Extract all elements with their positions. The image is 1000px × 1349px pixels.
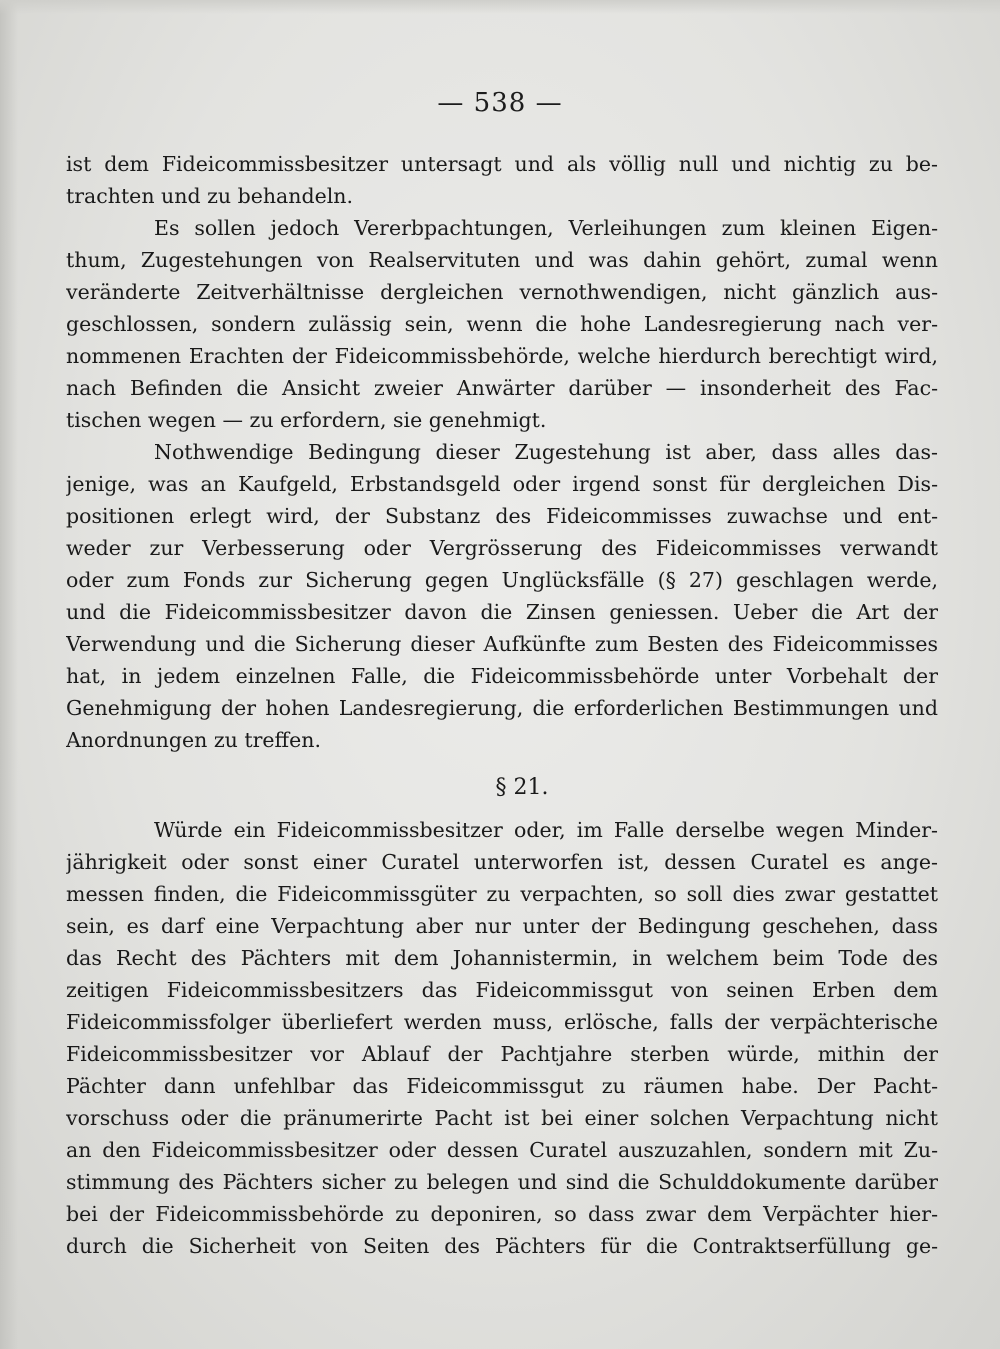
- page-shadow-left: [0, 0, 18, 1349]
- text-line: jährigkeit oder sonst einer Curatel unterworfen ist, dessen Curatel es ange-: [66, 850, 938, 874]
- text-line: Es sollen jedoch Vererbpachtungen, Verleihungen zum kleinen Eigen-: [154, 216, 938, 240]
- text-line: oder zum Fonds zur Sicherung gegen Unglücksfälle (§ 27) geschlagen werde,: [66, 568, 938, 592]
- text-line: nach Befinden die Ansicht zweier Anwärter darüber — insonderheit des Fac-: [66, 376, 938, 400]
- page-shadow-top: [0, 0, 1000, 14]
- text-line: Nothwendige Bedingung dieser Zugestehung ist aber, dass alles das-: [154, 440, 938, 464]
- text-line: messen finden, die Fideicommissgüter zu verpachten, so soll dies zwar gestattet: [66, 882, 938, 906]
- text-line: zeitigen Fideicommissbesitzers das Fideicommissgut von seinen Erben dem: [66, 978, 938, 1002]
- text-line: jenige, was an Kaufgeld, Erbstandsgeld oder irgend sonst für dergleichen Dis-: [66, 472, 938, 496]
- text-line: Verwendung und die Sicherung dieser Aufkünfte zum Besten des Fideicommisses: [66, 632, 938, 656]
- page-number: — 538 —: [437, 88, 563, 118]
- text-line: an den Fideicommissbesitzer oder dessen Curatel auszuzahlen, sondern mit Zu-: [66, 1138, 938, 1162]
- text-line: vorschuss oder die pränumerirte Pacht ist bei einer solchen Verpachtung nicht: [66, 1106, 938, 1130]
- text-line: und die Fideicommissbesitzer davon die Zinsen geniessen. Ueber die Art der: [66, 600, 938, 624]
- text-line: geschlossen, sondern zulässig sein, wenn die hohe Landesregierung nach ver-: [66, 312, 938, 336]
- text-line: Fideicommissbesitzer vor Ablauf der Pachtjahre sterben würde, mithin der: [66, 1042, 938, 1066]
- text-line: trachten und zu behandeln.: [66, 184, 354, 208]
- text-line: veränderte Zeitverhältnisse dergleichen vernothwendigen, nicht gänzlich aus-: [66, 280, 938, 304]
- text-line: tischen wegen — zu erfordern, sie genehmigt.: [66, 408, 547, 432]
- text-line: Pächter dann unfehlbar das Fideicommissgut zu räumen habe. Der Pacht-: [66, 1074, 938, 1098]
- text-line: hat, in jedem einzelnen Falle, die Fideicommissbehörde unter Vorbehalt der: [66, 664, 938, 688]
- text-line: thum, Zugestehungen von Realservituten und was dahin gehört, zumal wenn: [66, 248, 938, 272]
- text-line: Würde ein Fideicommissbesitzer oder, im Falle derselbe wegen Minder-: [154, 818, 938, 842]
- text-line: das Recht des Pächters mit dem Johannistermin, in welchem beim Tode des: [66, 946, 938, 970]
- text-line: Fideicommissfolger überliefert werden muss, erlösche, falls der verpächterische: [66, 1010, 938, 1034]
- section-heading: § 21.: [495, 775, 549, 800]
- text-line: sein, es darf eine Verpachtung aber nur unter der Bedingung geschehen, dass: [66, 914, 938, 938]
- text-line: stimmung des Pächters sicher zu belegen und sind die Schulddokumente darüber: [66, 1170, 938, 1194]
- text-line: durch die Sicherheit von Seiten des Pächters für die Contraktserfüllung ge-: [66, 1234, 938, 1258]
- text-line: Genehmigung der hohen Landesregierung, die erforderlichen Bestimmungen und: [66, 696, 938, 720]
- text-line: Anordnungen zu treffen.: [66, 728, 321, 752]
- text-line: ist dem Fideicommissbesitzer untersagt und als völlig null und nichtig zu be-: [66, 152, 938, 176]
- text-line: weder zur Verbesserung oder Vergrösserung des Fideicommisses verwandt: [66, 536, 938, 560]
- body-text: [66, 148, 938, 1262]
- text-line: positionen erlegt wird, der Substanz des Fideicommisses zuwachse und ent-: [66, 504, 938, 528]
- text-line: bei der Fideicommissbehörde zu deponiren, so dass zwar dem Verpächter hier-: [66, 1202, 938, 1226]
- text-line: nommenen Erachten der Fideicommissbehörde, welche hierdurch berechtigt wird,: [66, 344, 938, 368]
